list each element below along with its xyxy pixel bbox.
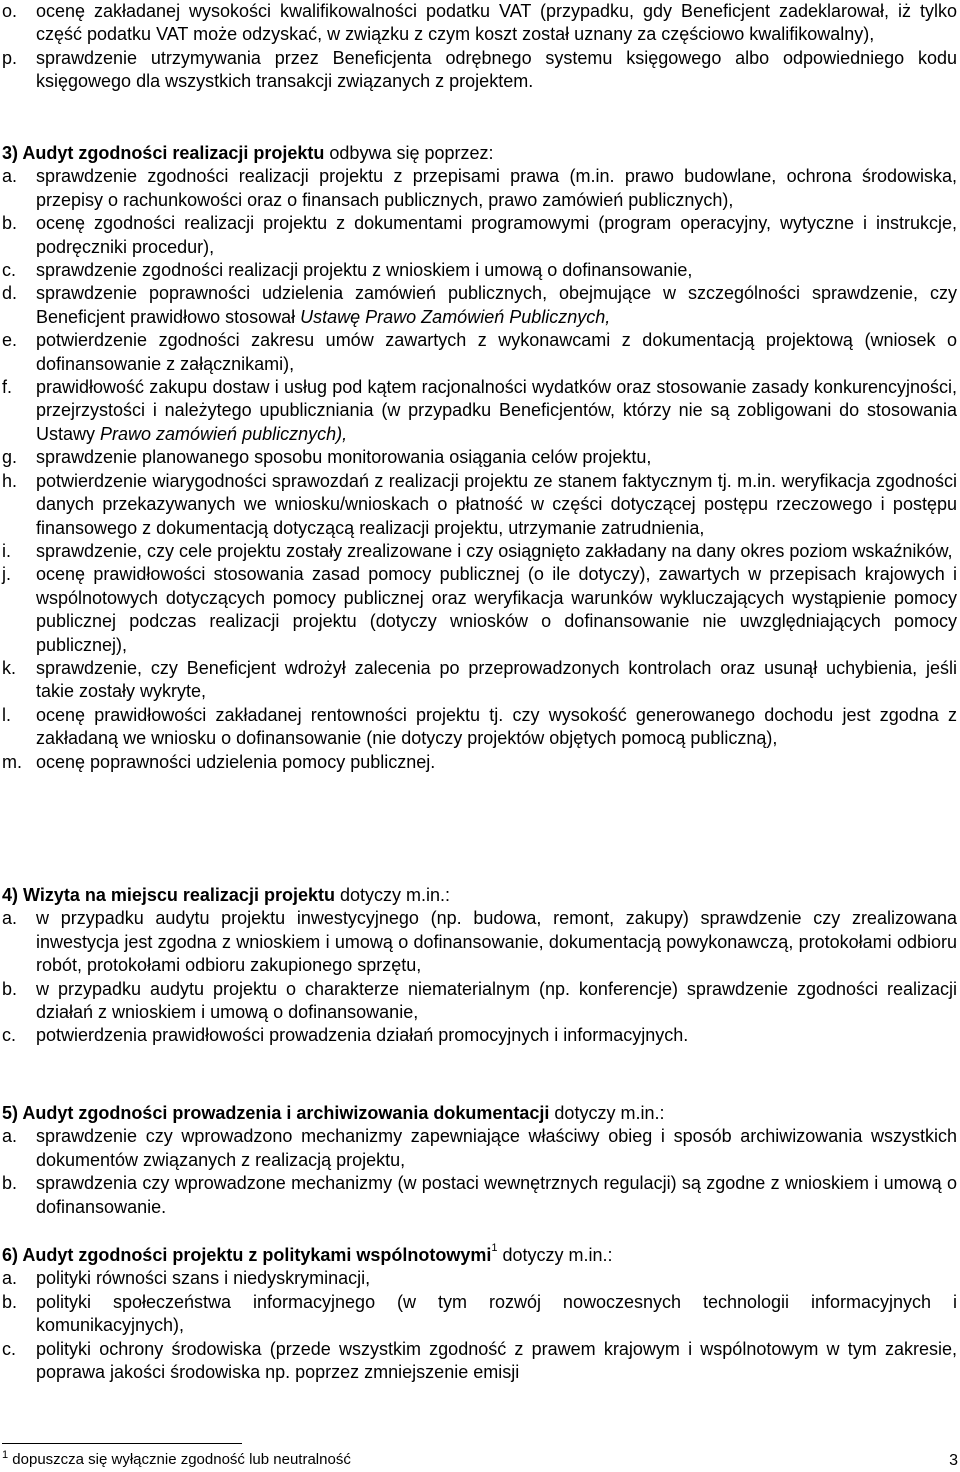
list-marker: g. bbox=[2, 447, 18, 468]
section-6-community-policies bbox=[0, 1244, 957, 1384]
list-marker: f. bbox=[2, 377, 13, 398]
list-item-text: sprawdzenie planowanego sposobu monitorowania osiągania celów projektu, bbox=[36, 447, 652, 468]
section-heading-rest: dotyczy m.in.: bbox=[497, 1245, 613, 1265]
section-heading-bold: 6) Audyt zgodności projektu z politykami wspólnotowymi bbox=[2, 1245, 492, 1265]
list-marker: l. bbox=[2, 704, 11, 725]
list-marker: a. bbox=[2, 908, 18, 929]
list-item-text: ocenę prawidłowości stosowania zasad pomocy publicznej (o ile dotyczy), zawartych w przepisach krajowych i wspólnotowych dotyczących pomocy publicznej oraz weryfikacja warunków wykluczających wystąpienie pomocy publicznej podczas realizacji projektu (dotyczy wniosków o dofinansowanie nie uwzględniających pomocy publicznej), bbox=[36, 564, 957, 655]
list-marker: a. bbox=[2, 1268, 18, 1289]
list-item bbox=[0, 212, 957, 259]
list-item bbox=[0, 978, 957, 1025]
list-item bbox=[0, 165, 957, 212]
footnote bbox=[2, 1451, 351, 1469]
list-item-text: ocenę zakładanej wysokości kwalifikowalności podatku VAT (przypadku, gdy Beneficjent zadeklarował, iż tylko część podatku VAT może odzyskać, w związku z czym koszt został uznany za częściowo kwalifikowalny), bbox=[36, 1, 957, 45]
list-marker: k. bbox=[2, 657, 17, 678]
section-heading-bold: 5) Audyt zgodności prowadzenia i archiwizowania dokumentacji bbox=[2, 1103, 550, 1123]
list-item-text: prawidłowość zakupu dostaw i usług pod kątem racjonalności wydatków oraz stosowanie zasady konkurencyjności, przejrzystości i należytego upubliczniania (w przypadku Beneficjentów, którzy nie są zobligowani do stosowania Ustawy Prawo zamówień publicznych), bbox=[36, 377, 957, 444]
list bbox=[0, 0, 957, 94]
section-continued-list bbox=[0, 0, 957, 94]
list-item bbox=[0, 1125, 957, 1172]
list-item-text: sprawdzenie zgodności realizacji projektu z przepisami prawa (m.in. prawo budowlane, ochrona środowiska, przepisy o rachunkowości oraz o finansach publicznych, prawo zamówień publicznych), bbox=[36, 166, 957, 210]
list-marker: b. bbox=[2, 1291, 18, 1312]
list-item bbox=[0, 329, 957, 376]
list-item bbox=[0, 907, 957, 977]
list-item-text: sprawdzenie, czy Beneficjent wdrożył zalecenia po przeprowadzonych kontrolach oraz usunął uchybienia, jeśli takie zostały wykryte, bbox=[36, 657, 957, 702]
section-heading bbox=[0, 1102, 957, 1125]
list-marker: c. bbox=[2, 1338, 17, 1359]
list-item-text: ocenę prawidłowości zakładanej rentowności projektu tj. czy wysokość generowanego dochodu jest zgodna z zakładaną we wniosku o dofinansowanie (nie dotyczy projektów objętych pomocą publiczną), bbox=[36, 704, 957, 749]
list-marker: i. bbox=[2, 540, 11, 561]
list-item bbox=[0, 751, 957, 774]
section-heading-rest: dotyczy m.in.: bbox=[334, 885, 450, 905]
section-heading-rest: odbywa się poprzez: bbox=[324, 143, 494, 163]
list-item bbox=[0, 563, 957, 657]
footnote-number: 1 bbox=[2, 1449, 9, 1461]
list-marker: c. bbox=[2, 1025, 17, 1046]
list-item bbox=[0, 1338, 957, 1385]
list-marker: h. bbox=[2, 470, 18, 491]
list-item-text: polityki społeczeństwa informacyjnego (w tym rozwój nowoczesnych technologii informacyjnych i komunikacyjnych), bbox=[36, 1291, 957, 1336]
list-item bbox=[0, 1267, 957, 1290]
list bbox=[0, 1125, 957, 1219]
footnote-reference: 1 bbox=[491, 1242, 498, 1254]
list-item bbox=[0, 446, 957, 469]
list-item-text: polityki równości szans i niedyskryminacji, bbox=[36, 1268, 371, 1289]
footnote-text: dopuszcza się wyłącznie zgodność lub neutralność bbox=[8, 1451, 351, 1468]
list-item-text: potwierdzenie zgodności zakresu umów zawartych z wykonawcami z dokumentacją projektową (wniosek o dofinansowanie z załącznikami), bbox=[36, 330, 957, 374]
list-marker: e. bbox=[2, 330, 18, 351]
list-item-text: sprawdzenie poprawności udzielenia zamówień publicznych, obejmujące w szczególności sprawdzenie, czy Beneficjent prawidłowo stosował Ustawę Prawo Zamówień Publicznych, bbox=[36, 283, 957, 327]
section-3-audit-compliance bbox=[0, 142, 957, 774]
list-marker: j. bbox=[2, 564, 11, 585]
list bbox=[0, 1267, 957, 1384]
list-item-text: w przypadku audytu projektu inwestycyjnego (np. budowa, remont, zakupy) sprawdzenie czy zrealizowana inwestycja jest zgodna z wnioskiem i umową o dofinansowanie, dokumentacją powykonawczą, protokołami odbioru robót, protokołami odbioru zakupionego sprzętu, bbox=[36, 908, 957, 976]
list-marker: b. bbox=[2, 1173, 18, 1194]
list-marker: m. bbox=[2, 751, 22, 772]
list-marker: c. bbox=[2, 260, 17, 281]
list-marker: a. bbox=[2, 166, 18, 187]
list-item bbox=[0, 1291, 957, 1338]
list-item bbox=[0, 540, 957, 563]
list-item-text: sprawdzenie utrzymywania przez Beneficjenta odrębnego systemu księgowego albo odpowiedniego kodu księgowego dla wszystkich transakcji związanych z projektem. bbox=[36, 47, 957, 92]
list-item-text: polityki ochrony środowiska (przede wszystkim zgodność z prawem krajowym i wspólnotowym w tym zakresie, poprawa jakości środowiska np. poprzez zmniejszenie emisji bbox=[36, 1338, 957, 1383]
list-item bbox=[0, 47, 957, 94]
list-item bbox=[0, 282, 957, 329]
list-item-text: w przypadku audytu projektu o charakterze niematerialnym (np. konferencje) sprawdzenie zgodności realizacji działań z wnioskiem i umową o dofinansowanie, bbox=[36, 978, 957, 1023]
list-marker: d. bbox=[2, 283, 18, 304]
list-item-text: sprawdzenie czy wprowadzono mechanizmy zapewniające właściwy obieg i sposób archiwizowania wszystkich dokumentów związanych z realizacją projektu, bbox=[36, 1126, 957, 1170]
section-heading bbox=[0, 884, 957, 907]
section-heading bbox=[0, 1244, 957, 1267]
list-item bbox=[0, 0, 957, 47]
list-marker: p. bbox=[2, 47, 18, 68]
footnote-separator bbox=[2, 1443, 242, 1444]
list-item-text: sprawdzenie, czy cele projektu zostały zrealizowane i czy osiągnięto zakładany na dany okres poziom wskaźników, bbox=[36, 540, 953, 561]
list-item bbox=[0, 657, 957, 704]
list-item bbox=[0, 1024, 957, 1047]
list-marker: a. bbox=[2, 1126, 18, 1147]
section-heading bbox=[0, 142, 957, 165]
list-marker: o. bbox=[2, 1, 18, 21]
section-heading-rest: dotyczy m.in.: bbox=[549, 1103, 665, 1123]
section-heading-bold: 4) Wizyta na miejscu realizacji projektu bbox=[2, 885, 335, 905]
list-item-text: potwierdzenia prawidłowości prowadzenia działań promocyjnych i informacyjnych. bbox=[36, 1025, 689, 1046]
list-item bbox=[0, 1172, 957, 1219]
list-item-text: potwierdzenie wiarygodności sprawozdań z realizacji projektu ze stanem faktycznym tj. m.in. weryfikacja zgodności danych przekazywanych we wniosku/wnioskach o płatność w części dotyczącej postępu rzeczowego i postępu finansowego z dokumentacją dotyczącą realizacji projektu, utrzymanie zatrudnienia, bbox=[36, 470, 957, 538]
list-marker: b. bbox=[2, 978, 18, 999]
page-number: 3 bbox=[949, 1452, 958, 1469]
list-item-text: sprawdzenie zgodności realizacji projektu z wnioskiem i umową o dofinansowanie, bbox=[36, 260, 693, 281]
list bbox=[0, 907, 957, 1047]
list-item-text: sprawdzenia czy wprowadzone mechanizmy (w postaci wewnętrznych regulacji) są zgodne z wnioskiem i umową o dofinansowanie. bbox=[36, 1173, 957, 1217]
section-4-site-visit bbox=[0, 884, 957, 1048]
list-item bbox=[0, 470, 957, 540]
list-marker: b. bbox=[2, 213, 18, 234]
list bbox=[0, 165, 957, 774]
list-item-text: ocenę zgodności realizacji projektu z dokumentami programowymi (program operacyjny, wytyczne i instrukcje, podręczniki procedur), bbox=[36, 213, 957, 257]
list-item-text: ocenę poprawności udzielenia pomocy publicznej. bbox=[36, 751, 436, 772]
section-5-documentation-audit bbox=[0, 1102, 957, 1219]
section-heading-bold: 3) Audyt zgodności realizacji projektu bbox=[2, 143, 325, 163]
list-item bbox=[0, 376, 957, 446]
list-item bbox=[0, 704, 957, 751]
list-item bbox=[0, 259, 957, 282]
